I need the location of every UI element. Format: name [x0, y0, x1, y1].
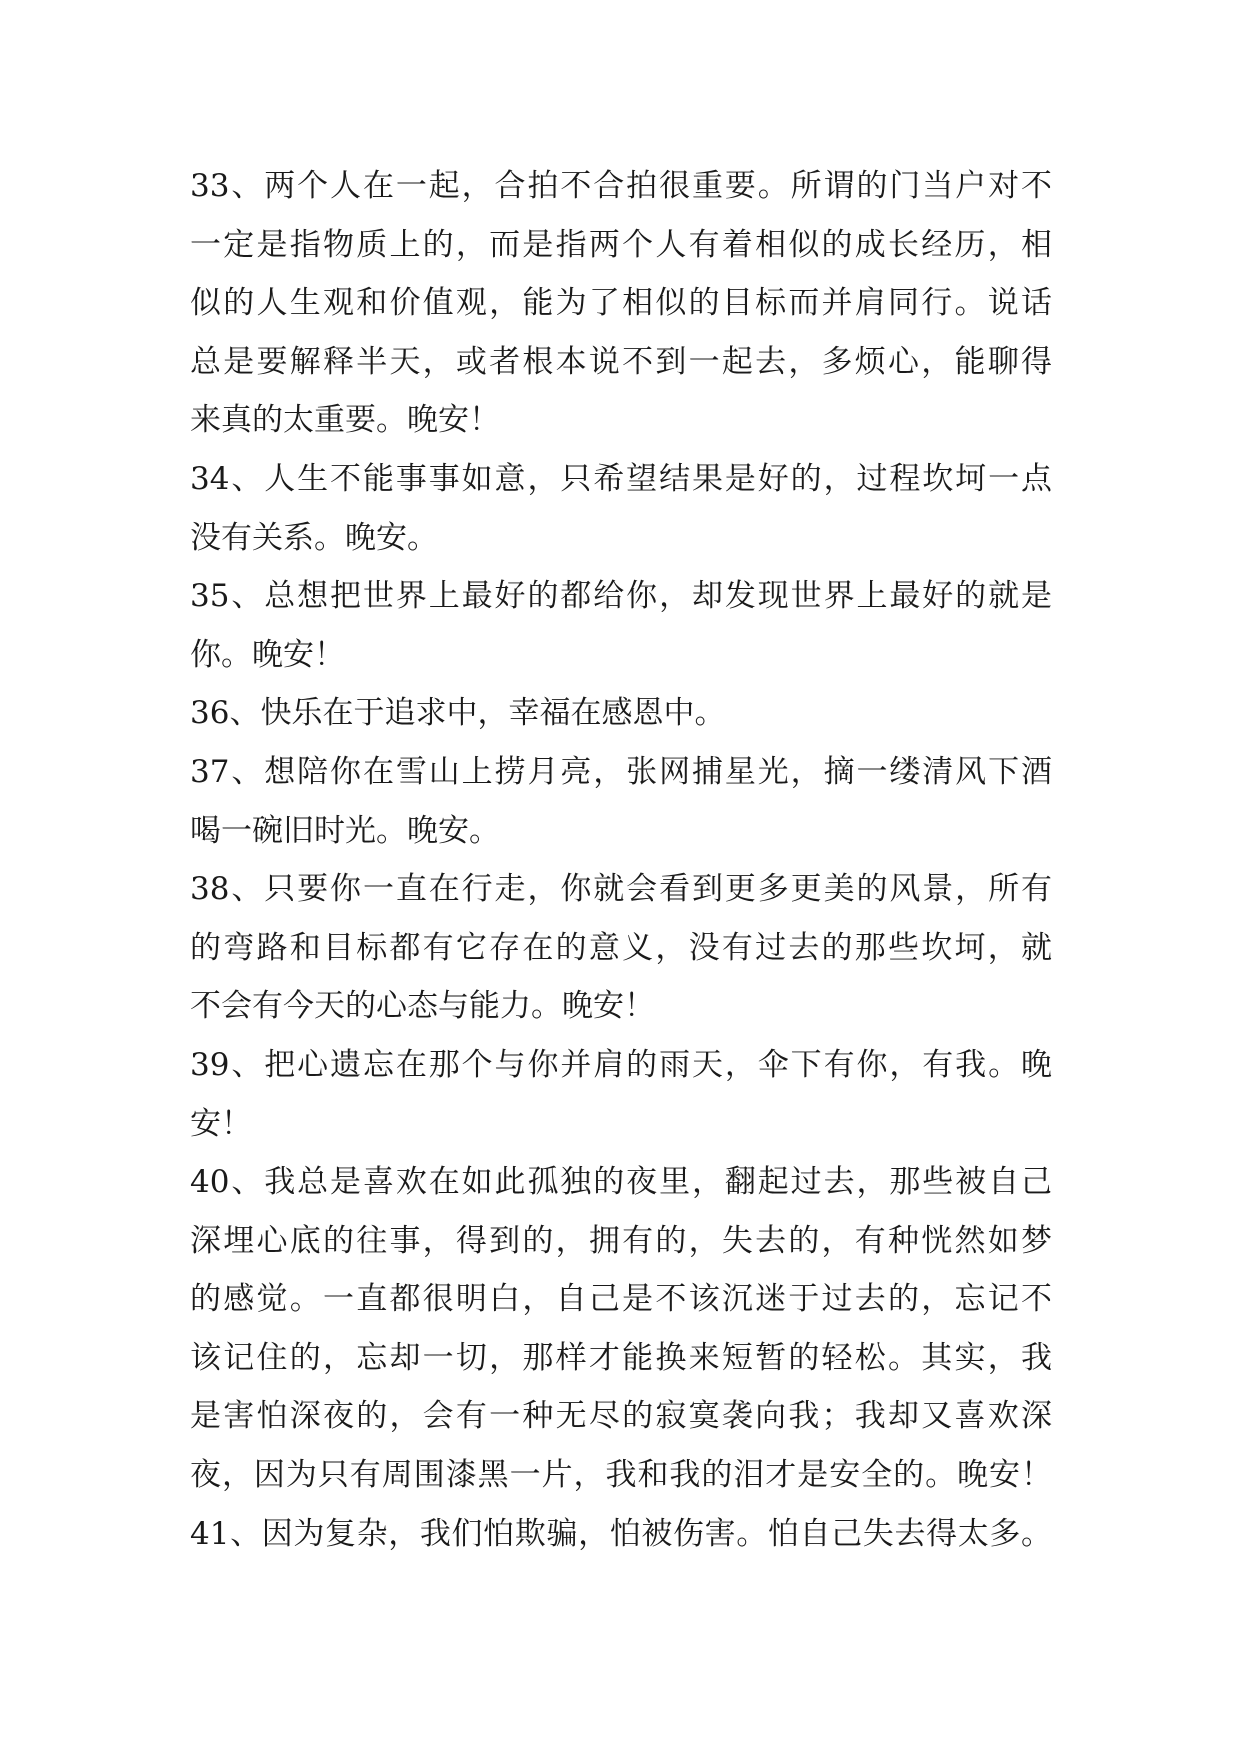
- text-line: 的弯路和目标都有它存在的意义，没有过去的那些坎坷，就: [190, 929, 1052, 966]
- text-line: 没有关系。晚安。: [190, 519, 438, 556]
- document-body: [190, 157, 1052, 1563]
- text-line: 37、想陪你在雪山上捞月亮，张网捕星光，摘一缕清风下酒: [190, 753, 1052, 790]
- text-line: 喝一碗旧时光。晚安。: [190, 812, 500, 849]
- text-line: 39、把心遗忘在那个与你并肩的雨天，伞下有你，有我。晚: [190, 1046, 1052, 1083]
- text-line: 是害怕深夜的，会有一种无尽的寂寞袭向我；我却又喜欢深: [190, 1398, 1052, 1435]
- text-line: 41、因为复杂，我们怕欺骗，怕被伤害。怕自己失去得太多。: [190, 1515, 1052, 1552]
- text-line: 38、只要你一直在行走，你就会看到更多更美的风景，所有: [190, 871, 1052, 908]
- text-line: 总是要解释半天，或者根本说不到一起去，多烦心，能聊得: [190, 343, 1052, 380]
- text-line: 似的人生观和价值观，能为了相似的目标而并肩同行。说话: [190, 285, 1052, 322]
- text-line: 不会有今天的心态与能力。晚安！: [190, 988, 655, 1025]
- text-line: 34、人生不能事事如意，只希望结果是好的，过程坎坷一点: [190, 460, 1052, 497]
- text-line: 36、快乐在于追求中，幸福在感恩中。: [190, 695, 726, 732]
- text-line: 35、总想把世界上最好的都给你，却发现世界上最好的就是: [190, 578, 1052, 615]
- text-line: 该记住的，忘却一切，那样才能换来短暂的轻松。其实，我: [190, 1339, 1052, 1376]
- text-line: 深埋心底的往事，得到的，拥有的，失去的，有种恍然如梦: [190, 1222, 1052, 1259]
- text-line: 安！: [190, 1105, 252, 1142]
- text-line: 夜，因为只有周围漆黑一片，我和我的泪才是安全的。晚安！: [190, 1457, 1052, 1494]
- text-line: 你。晚安！: [190, 636, 345, 673]
- text-line: 来真的太重要。晚安！: [190, 402, 500, 439]
- text-line: 一定是指物质上的，而是指两个人有着相似的成长经历，相: [190, 226, 1052, 263]
- text-line: 的感觉。一直都很明白，自己是不该沉迷于过去的，忘记不: [190, 1281, 1052, 1318]
- text-line: 40、我总是喜欢在如此孤独的夜里，翻起过去，那些被自己: [190, 1164, 1052, 1201]
- text-line: 33、两个人在一起，合拍不合拍很重要。所谓的门当户对不: [190, 168, 1052, 204]
